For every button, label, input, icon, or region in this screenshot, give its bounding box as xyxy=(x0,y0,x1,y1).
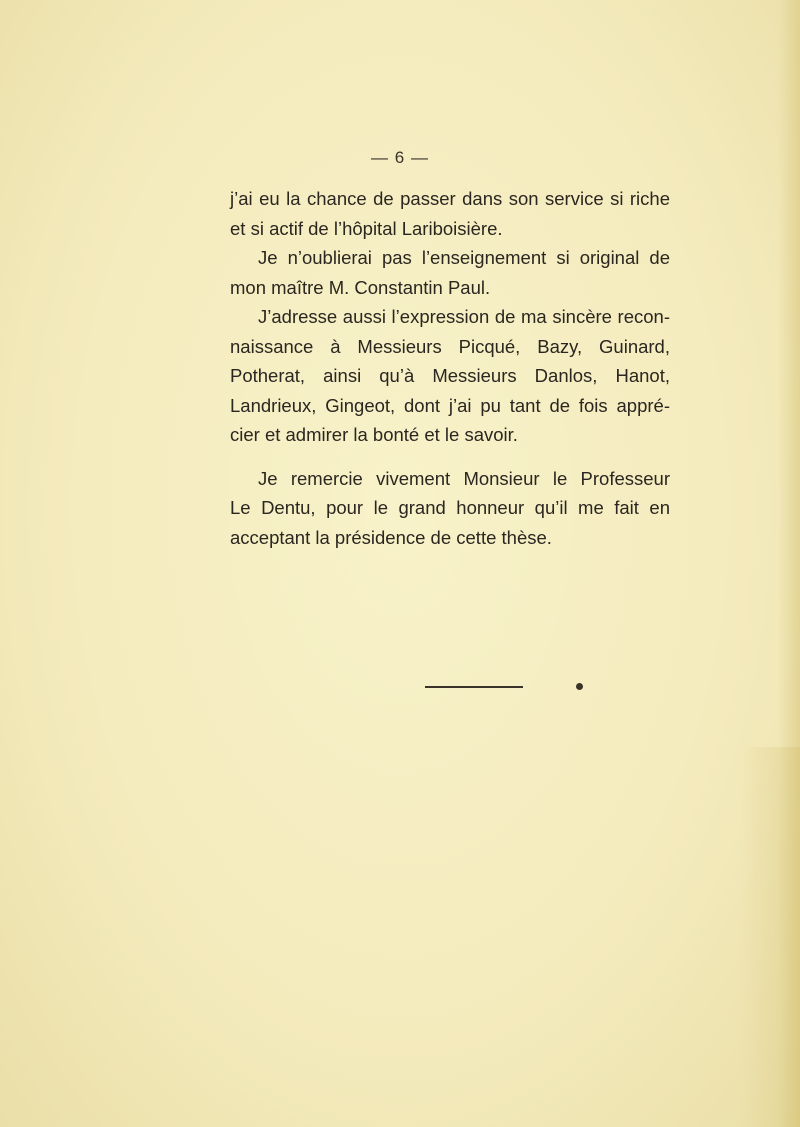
ink-speck xyxy=(576,683,583,690)
text-line: acceptant la présidence de cette thèse. xyxy=(230,526,552,548)
text-line: Le Dentu, pour le grand honneur qu’il me fait en xyxy=(230,497,670,518)
text-line: cier et admirer la bonté et le savoir. xyxy=(230,424,518,445)
paragraph-gap xyxy=(230,450,670,464)
text-line: Landrieux, Gingeot, dont j’ai pu tant de fois appré- xyxy=(230,394,670,416)
text-line: Potherat, ainsi qu’à Messieurs Danlos, Hanot, xyxy=(230,365,670,386)
text-line: naissance à Messieurs Picqué, Bazy, Guinard, xyxy=(230,335,670,357)
text-line: j’ai eu la chance de passer dans son service si riche xyxy=(230,188,670,209)
body-text xyxy=(230,184,670,552)
text-line: et si actif de l’hôpital Lariboisière. xyxy=(230,217,503,239)
page-number: — 6 — xyxy=(371,148,429,167)
text-line: Je remercie vivement Monsieur le Professeur xyxy=(258,467,670,489)
text-line: mon maître M. Constantin Paul. xyxy=(230,276,491,298)
paper-stain xyxy=(740,747,800,1127)
text-line: Je n’oublierai pas l’enseignement si original de xyxy=(258,247,670,268)
closing-rule xyxy=(425,686,523,688)
text-line: J’adresse aussi l’expression de ma sincère recon- xyxy=(258,306,670,327)
